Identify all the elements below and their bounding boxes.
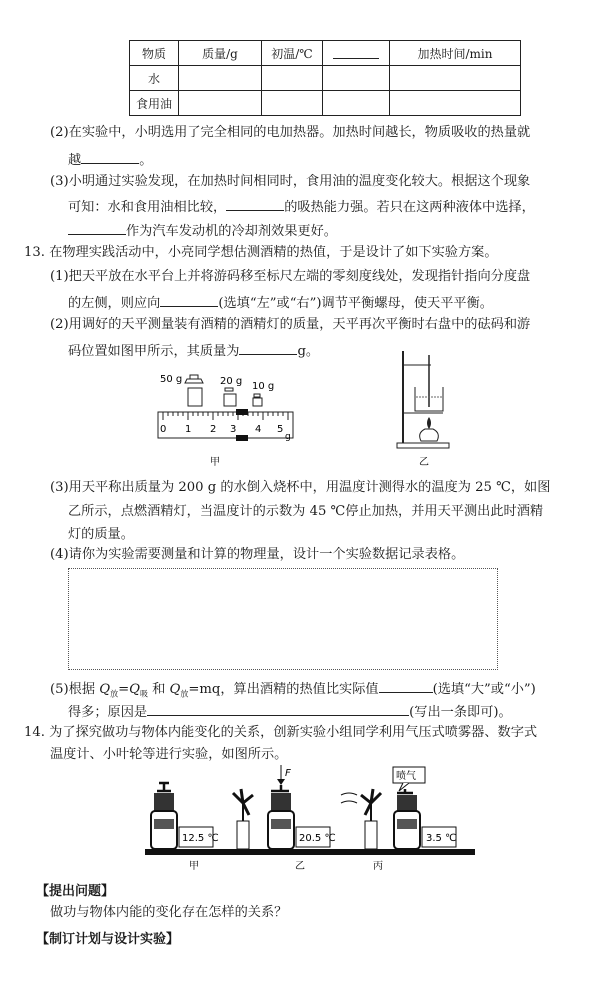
weight-label-10g: 10 g xyxy=(252,381,275,392)
answer-blank[interactable] xyxy=(160,292,218,307)
weight-20g-icon xyxy=(224,394,236,406)
question-text: 做功与物体内能的变化存在怎样的关系？ xyxy=(50,905,288,920)
temperature-reading-bing: 3.5 ℃ xyxy=(426,833,457,844)
table-row xyxy=(130,91,521,116)
section-heading-question: 【提出问题】 xyxy=(36,884,115,899)
force-label: F xyxy=(285,768,291,779)
q13-part2-text: 码位置如图甲所示，其质量为 xyxy=(68,344,240,359)
table-cell xyxy=(179,91,262,116)
q12-part2-line2 xyxy=(68,149,152,170)
conjunction: 和 xyxy=(147,682,170,697)
q14-stem-line2: 温度计、小叶轮等进行实验，如图所示。 xyxy=(50,747,288,762)
q14-stem-line1: 14. 为了探究做功与物体内能变化的关系，创新实验小组同学利用气压式喷雾器、数字式 xyxy=(24,725,538,740)
impeller-bing-icon xyxy=(361,789,381,849)
table-header-row xyxy=(130,41,521,66)
q13-part2-text: g。 xyxy=(297,344,320,359)
q-symbol: Q xyxy=(169,682,181,697)
q13-part1-text: (选填“左”或“右”)调节平衡螺母，使天平平衡。 xyxy=(218,296,493,311)
figure-caption-jia: 甲 xyxy=(210,457,220,468)
table-header-blank-cell xyxy=(323,41,390,66)
temperature-reading-jia: 12.5 ℃ xyxy=(182,833,219,844)
q12-part3-line3 xyxy=(68,220,337,241)
answer-blank[interactable] xyxy=(379,678,433,693)
scale-tick-label: 5 xyxy=(277,424,284,435)
weight-10g-knob-icon xyxy=(254,394,260,397)
q12-part3-text: 可知：水和食用油相比较， xyxy=(68,200,227,215)
q13-part5-line1 xyxy=(50,678,536,704)
figure-caption-yi: 乙 xyxy=(419,457,429,468)
subscript: 吸 xyxy=(139,689,148,699)
q-symbol: Q xyxy=(99,682,111,697)
weight-20g-knob-icon xyxy=(225,388,233,391)
q13-part4: (4)请你为实验需要测量和计算的物理量，设计一个实验数据记录表格。 xyxy=(50,547,465,562)
header-blank xyxy=(333,44,379,59)
answer-blank[interactable] xyxy=(68,220,126,235)
scale-unit-label: g xyxy=(285,432,291,442)
q12-part2-text: 越 xyxy=(68,153,82,168)
figure-caption-yi: 乙 xyxy=(295,861,305,872)
table-surface-icon xyxy=(145,849,475,855)
q13-part5-text: (选填“大”或“小”) xyxy=(432,682,536,697)
table-cell xyxy=(390,91,521,116)
rider-bottom-icon xyxy=(236,435,248,441)
table-cell xyxy=(262,66,323,91)
table-header-cell: 质量/g xyxy=(179,41,262,66)
table-header-cell: 加热时间/min xyxy=(390,41,521,66)
table-cell: 水 xyxy=(130,66,179,91)
weight-10g-icon xyxy=(253,398,262,406)
alcohol-lamp-icon xyxy=(420,429,439,441)
temperature-reading-yi: 20.5 ℃ xyxy=(299,833,336,844)
section-heading-plan: 【制订计划与设计实验】 xyxy=(36,932,180,947)
table-cell xyxy=(323,91,390,116)
figure-caption-bing: 丙 xyxy=(373,861,383,872)
q13-part3-line1: (3)用天平称出质量为 200 g 的水倒入烧杯中，用温度计测得水的温度为 25 ℃，如图 xyxy=(50,480,551,495)
answer-table-box[interactable] xyxy=(68,568,498,670)
table-cell xyxy=(390,66,521,91)
air-flow-icon xyxy=(341,793,357,803)
figure-yi-apparatus xyxy=(385,345,455,470)
q13-stem: 13. 在物理实践活动中，小亮同学想估测酒精的热值，于是设计了如下实验方案。 xyxy=(24,245,498,260)
q12-part3-text: 作为汽车发动机的冷却剂效果更好。 xyxy=(126,224,337,239)
table-header-cell: 物质 xyxy=(130,41,179,66)
stand-base-icon xyxy=(397,443,449,448)
q13-part3-line2: 乙所示，点燃酒精灯，当温度计的示数为 45 ℃停止加热，并用天平测出此时酒精 xyxy=(68,504,544,519)
sprayer-yi-icon xyxy=(268,785,294,849)
q13-part1-text: 的左侧，则应向 xyxy=(68,296,161,311)
q12-part2-end: 。 xyxy=(139,153,153,168)
q13-part5-text: (写出一条即可)。 xyxy=(409,705,512,720)
q13-part1-line2 xyxy=(68,292,493,313)
weight-label-50g: 50 g xyxy=(160,374,183,385)
sprayer-bing-icon xyxy=(394,789,420,849)
table-cell xyxy=(262,91,323,116)
answer-blank[interactable] xyxy=(239,340,297,355)
speech-bubble-text: 喷气 xyxy=(396,771,416,782)
q13-part1-line1: (1)把天平放在水平台上并将游码移至标尺左端的零刻度线处，发现指针指向分度盘 xyxy=(50,269,531,284)
weight-label-20g: 20 g xyxy=(220,376,243,387)
table-cell xyxy=(323,66,390,91)
q13-part5-text: =mq，算出酒精的热值比实际值 xyxy=(188,682,379,697)
scale-tick-label: 0 xyxy=(160,424,167,435)
table-cell xyxy=(179,66,262,91)
subscript: 放 xyxy=(180,689,189,699)
q12-part3-line2 xyxy=(68,196,535,217)
scale-tick-label: 1 xyxy=(185,424,192,435)
q13-part2-line2 xyxy=(68,340,319,361)
impeller-yi-icon xyxy=(233,789,253,849)
table-row xyxy=(130,66,521,91)
scale-tick-label: 3 xyxy=(230,424,237,435)
table-cell: 食用油 xyxy=(130,91,179,116)
weight-50g-icon xyxy=(188,388,202,406)
q12-part2-line1: (2)在实验中，小明选用了完全相同的电加热器。加热时间越长，物质吸收的热量就 xyxy=(50,125,531,140)
table-header-cell: 初温/℃ xyxy=(262,41,323,66)
q12-part3-line1: (3)小明通过实验发现，在加热时间相同时，食用油的温度变化较大。根据这个现象 xyxy=(50,174,531,189)
q13-part5-text: 得多；原因是 xyxy=(68,705,148,720)
scale-tick-label: 2 xyxy=(210,424,217,435)
data-table xyxy=(129,40,521,116)
subscript: 放 xyxy=(110,689,119,699)
answer-blank[interactable] xyxy=(81,149,139,164)
q12-part3-text: 的吸热能力强。若只在这两种液体中选择， xyxy=(284,200,535,215)
answer-blank[interactable] xyxy=(226,196,284,211)
q13-part5-line2 xyxy=(68,701,512,722)
scale-tick-label: 4 xyxy=(255,424,262,435)
q13-part5-text: (5)根据 xyxy=(50,682,100,697)
q13-part3-line3: 灯的质量。 xyxy=(68,527,134,542)
figure-caption-jia: 甲 xyxy=(189,861,199,872)
q13-part2-line1: (2)用调好的天平测量装有酒精的酒精灯的质量，天平再次平衡时右盘中的砝码和游 xyxy=(50,317,531,332)
sprayer-jia-icon xyxy=(151,783,177,849)
weight-50g-knob-icon xyxy=(185,375,203,383)
flame-icon xyxy=(427,417,431,429)
force-arrowhead-icon xyxy=(277,779,285,785)
answer-blank[interactable] xyxy=(147,701,409,716)
rider-top-icon xyxy=(236,409,248,415)
figure-q14-sprayers xyxy=(145,763,475,875)
figure-jia-balance xyxy=(150,362,300,472)
equals-sign: = xyxy=(118,682,130,697)
q-symbol: Q xyxy=(129,682,140,697)
